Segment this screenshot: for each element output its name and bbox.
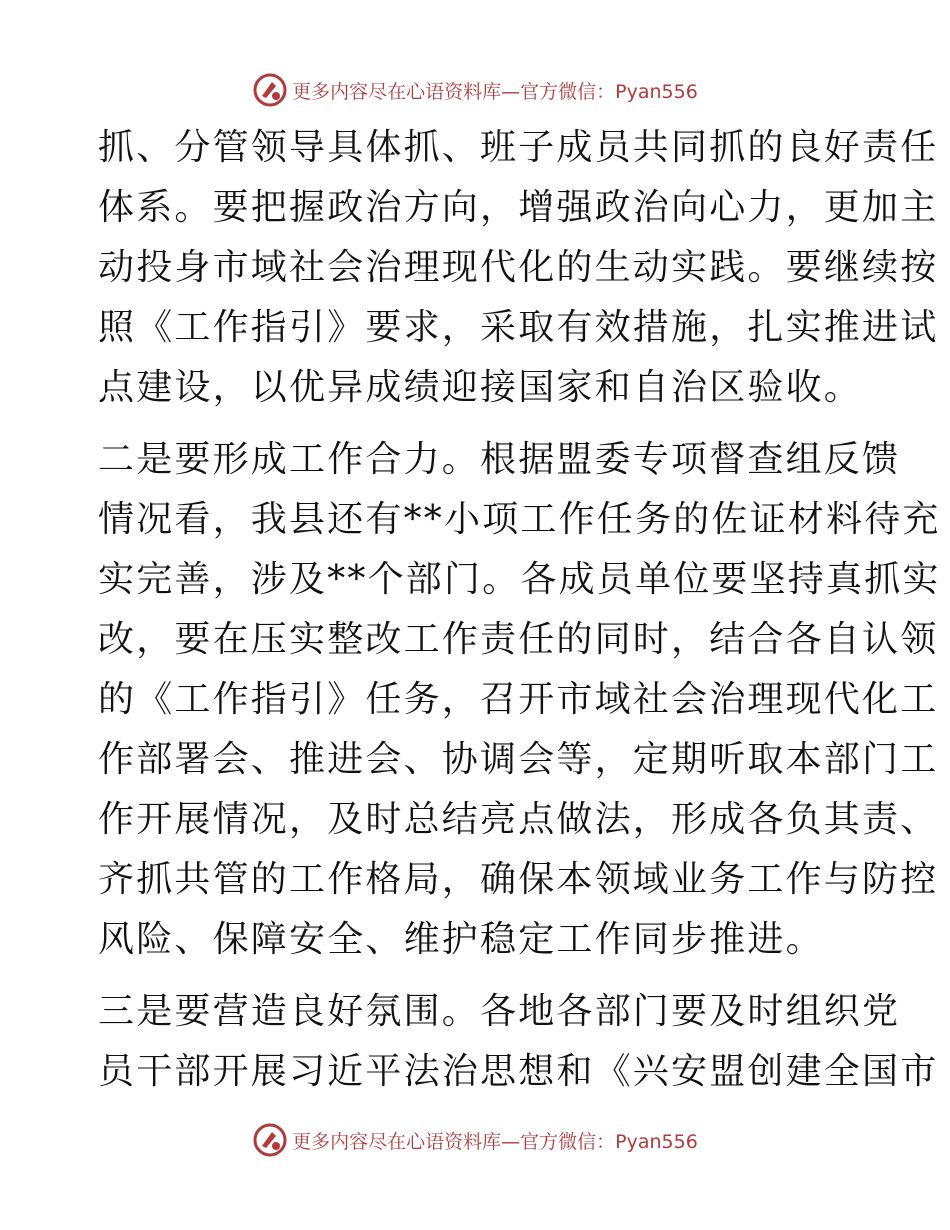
text-line: 照《工作指引》要求，采取有效措施，扎实推进试 [98,307,939,348]
text-line: 二是要形成工作合力。根据盟委专项督查组反馈 [98,439,901,480]
text-line: 点建设，以优异成绩迎接国家和自治区验收。 [98,367,863,408]
text-line: 动投身市域社会治理现代化的生动实践。要继续按 [98,247,939,288]
text-line: 情况看，我县还有**小项工作任务的佐证材料待充 [98,499,941,540]
text-line: 抓、分管领导具体抓、班子成员共同抓的良好责任 [98,127,939,168]
paragraph-3 [98,982,939,1102]
header-text: 更多内容尽在心语资料库—官方微信：Pyan556 [292,80,698,103]
paragraph-1 [98,118,939,418]
text-line: 的《工作指引》任务，召开市域社会治理现代化工 [98,679,939,720]
document-body [98,118,941,1102]
text-line: 作部署会、推进会、协调会等，定期听取本部门工 [98,739,939,780]
header-banner [0,70,950,110]
text-line: 改，要在压实整改工作责任的同时，结合各自认领 [98,619,939,660]
footer-banner [0,1120,950,1160]
brand-logo-icon [252,1122,288,1158]
text-line: 体系。要把握政治方向，增强政治向心力，更加主 [98,187,939,228]
text-line: 风险、保障安全、维护稳定工作同步推进。 [98,919,824,960]
brand-logo-icon [252,72,288,108]
footer-text: 更多内容尽在心语资料库—官方微信：Pyan556 [292,1130,698,1153]
text-line: 作开展情况，及时总结亮点做法，形成各负其责、 [98,799,939,840]
text-line: 齐抓共管的工作格局，确保本领域业务工作与防控 [98,859,939,900]
paragraph-2 [98,430,941,970]
text-line: 实完善，涉及**个部门。各成员单位要坚持真抓实 [98,559,941,600]
text-line: 三是要营造良好氛围。各地各部门要及时组织党 [98,991,901,1032]
text-line: 员干部开展习近平法治思想和《兴安盟创建全国市 [98,1051,939,1092]
